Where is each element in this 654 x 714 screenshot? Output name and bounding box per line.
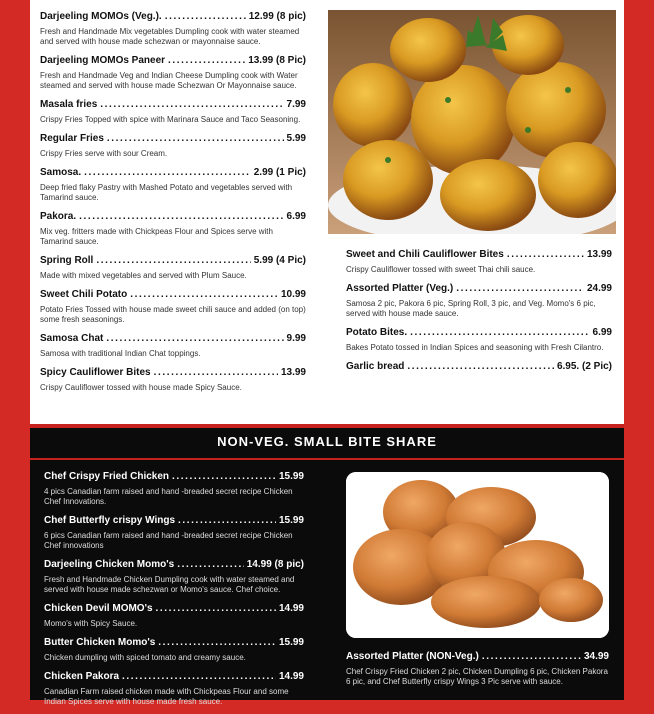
menu-item-row	[346, 650, 609, 663]
leader-dots	[410, 326, 589, 339]
menu-item	[40, 288, 306, 325]
leader-dots	[177, 558, 244, 571]
menu-item-description: Fresh and Handmade Veg and Indian Cheese Dumpling cook with Water steamed and served with house made Schezwan Or Mayonnaise sauce.	[40, 71, 298, 90]
menu-item-name: Chef Butterfly crispy Wings	[44, 515, 176, 526]
menu-item-price: 5.99 (4 Pic)	[253, 255, 306, 266]
menu-item-row	[40, 132, 306, 145]
menu-item-row	[40, 210, 306, 223]
menu-item	[40, 10, 306, 47]
menu-item-description: Momo's with Spicy Sauce.	[44, 619, 138, 628]
nonveg-right-column	[346, 650, 609, 694]
menu-item-name: Chicken Pakora	[44, 671, 120, 682]
menu-item-row	[40, 332, 306, 345]
potato-dish-photo	[328, 10, 616, 234]
menu-item	[40, 254, 306, 281]
menu-item-row	[346, 248, 612, 261]
leader-dots	[178, 514, 276, 527]
menu-item-row	[346, 360, 612, 373]
veg-right-column	[346, 248, 612, 380]
menu-item	[44, 636, 304, 663]
menu-item-name: Masala fries	[40, 99, 98, 110]
menu-item	[44, 558, 304, 595]
menu-item	[40, 54, 306, 91]
menu-item-row	[40, 288, 306, 301]
menu-item-row	[40, 254, 306, 267]
menu-item-description: 6 pics Canadian farm raised and hand -breaded secret recipe Chicken Chef innovations	[44, 531, 293, 550]
leader-dots	[106, 332, 283, 345]
menu-item-name: Spring Roll	[40, 255, 94, 266]
menu-item-row	[44, 636, 304, 649]
menu-item-name: Chicken Devil MOMO's	[44, 603, 153, 614]
menu-item	[346, 650, 609, 687]
menu-item-price: 6.99	[286, 211, 306, 222]
menu-item-name: Potato Bites.	[346, 327, 408, 338]
menu-item-description: Crispy Cauliflower tossed with house made Spicy Sauce.	[40, 383, 242, 392]
menu-item-row	[44, 470, 304, 483]
menu-item-price: 14.99	[278, 671, 304, 682]
leader-dots	[107, 132, 284, 145]
menu-item-price: 5.99	[286, 133, 306, 144]
menu-item-row	[40, 166, 306, 179]
leader-dots	[154, 366, 278, 379]
nonveg-section	[30, 428, 624, 706]
veg-left-column	[40, 10, 306, 400]
menu-item-description: Mix veg. fritters made with Chickpeas Flour and Spices serve with Tamarind sauce.	[40, 227, 273, 246]
menu-item-price: 13.99	[280, 367, 306, 378]
menu-item	[40, 366, 306, 393]
menu-item-description: Chicken dumpling with spiced tomato and creamy sauce.	[44, 653, 246, 662]
menu-item-row	[40, 54, 306, 67]
menu-item	[44, 514, 304, 551]
menu-item-price: 6.99	[592, 327, 612, 338]
menu-item-price: 10.99	[280, 289, 306, 300]
leader-dots	[507, 248, 584, 261]
leader-dots	[172, 470, 276, 483]
title-underline	[30, 458, 624, 460]
menu-item-description: Deep fried flaky Pastry with Mashed Potato and vegetables served with Tamarind sauce.	[40, 183, 293, 202]
menu-item-description: Fresh and Handmade Chicken Dumpling cook with water steamed and served with house made schezwan or Momo's sauce. Chef choice.	[44, 575, 295, 594]
menu-item	[40, 332, 306, 359]
leader-dots	[158, 636, 276, 649]
menu-item-row	[40, 366, 306, 379]
menu-item-name: Spicy Cauliflower Bites	[40, 367, 151, 378]
menu-item-price: 14.99	[278, 603, 304, 614]
menu-item-name: Samosa.	[40, 167, 82, 178]
menu-page	[30, 0, 624, 706]
menu-item-row	[44, 602, 304, 615]
menu-item-price: 6.95. (2 Pic)	[556, 361, 612, 372]
menu-item-price: 15.99	[278, 471, 304, 482]
menu-item-name: Regular Fries	[40, 133, 104, 144]
menu-item-name: Chef Crispy Fried Chicken	[44, 471, 170, 482]
menu-item-row	[44, 670, 304, 683]
menu-item-price: 15.99	[278, 637, 304, 648]
menu-item-price: 24.99	[586, 283, 612, 294]
menu-item-name: Assorted Platter (NON-Veg.)	[346, 651, 479, 662]
menu-item-name: Garlic bread	[346, 361, 405, 372]
menu-item-price: 13.99	[586, 249, 612, 260]
menu-item-description: Samosa with traditional Indian Chat toppings.	[40, 349, 201, 358]
menu-item-description: Made with mixed vegetables and served with Plum Sauce.	[40, 271, 247, 280]
leader-dots	[79, 210, 283, 223]
menu-item-row	[40, 98, 306, 111]
menu-item	[40, 210, 306, 247]
veg-section	[30, 0, 624, 424]
menu-item-row	[346, 282, 612, 295]
menu-item-name: Assorted Platter (Veg.)	[346, 283, 454, 294]
menu-item-name: Darjeeling MOMOs Paneer	[40, 55, 166, 66]
menu-item-price: 12.99 (8 pic)	[248, 11, 306, 22]
leader-dots	[156, 602, 276, 615]
menu-item	[44, 602, 304, 629]
menu-item-price: 7.99	[286, 99, 306, 110]
leader-dots	[482, 650, 581, 663]
menu-item-description: Crispy Fries Topped with spice with Marinara Sauce and Taco Seasoning.	[40, 115, 301, 124]
menu-item-name: Butter Chicken Momo's	[44, 637, 156, 648]
menu-item-row	[44, 514, 304, 527]
menu-item-price: 15.99	[278, 515, 304, 526]
menu-item	[346, 282, 612, 319]
menu-item	[346, 360, 612, 373]
leader-dots	[96, 254, 250, 267]
leader-dots	[168, 54, 245, 67]
menu-item-price: 13.99 (8 Pic)	[248, 55, 306, 66]
menu-item	[40, 98, 306, 125]
menu-item-price: 9.99	[286, 333, 306, 344]
menu-item-description: Canadian Farm raised chicken made with Chickpeas Flour and some Indian Spices serve with house made fresh sauce.	[44, 687, 289, 706]
nonveg-title: NON-VEG. SMALL BITE SHARE	[217, 434, 437, 449]
leader-dots	[100, 98, 283, 111]
menu-item	[44, 670, 304, 707]
menu-item	[40, 166, 306, 203]
menu-item-row	[44, 558, 304, 571]
menu-item	[346, 326, 612, 353]
menu-item-description: 4 pics Canadian farm raised and hand -breaded secret recipe Chicken Chef Innovations.	[44, 487, 293, 506]
menu-item-name: Pakora.	[40, 211, 77, 222]
menu-item-description: Bakes Potato tossed in Indian Spices and seasoning with Fresh Cilantro.	[346, 343, 604, 352]
menu-item-description: Crispy Cauliflower tossed with sweet Thai chili sauce.	[346, 265, 536, 274]
menu-item-description: Crispy Fries serve with sour Cream.	[40, 149, 168, 158]
leader-dots	[130, 288, 278, 301]
menu-item-price: 2.99 (1 Pic)	[253, 167, 306, 178]
menu-item-description: Fresh and Handmade Mix vegetables Dumpling cook with water steamed and served with house made schezwan or mayonnaise sauce.	[40, 27, 300, 46]
menu-item	[40, 132, 306, 159]
menu-item	[44, 470, 304, 507]
nonveg-left-column	[44, 470, 304, 714]
menu-item-description: Samosa 2 pic, Pakora 6 pic, Spring Roll, 3 pic, and Veg. Momo's 6 pic, served with house made sauce.	[346, 299, 596, 318]
menu-item-description: Chef Crispy Fried Chicken 2 pic, Chicken Dumpling 6 pic, Chicken Pakora 6 pic, and Chef Butterfly crispy Wings 3 Pic serve with sauce.	[346, 667, 608, 686]
menu-item-row	[40, 10, 306, 23]
menu-item-name: Samosa Chat	[40, 333, 104, 344]
leader-dots	[407, 360, 554, 373]
menu-item	[346, 248, 612, 275]
menu-item-description: Potato Fries Tossed with house made sweet chili sauce and added (on top) some fresh seasonings.	[40, 305, 306, 324]
menu-item-price: 14.99 (8 pic)	[246, 559, 304, 570]
leader-dots	[84, 166, 251, 179]
menu-item-name: Darjeeling MOMOs (Veg.).	[40, 11, 162, 22]
menu-item-row	[346, 326, 612, 339]
leader-dots	[165, 10, 246, 23]
fried-chicken-photo	[346, 472, 609, 638]
menu-item-name: Sweet Chili Potato	[40, 289, 128, 300]
menu-item-name: Darjeeling Chicken Momo's	[44, 559, 175, 570]
leader-dots	[456, 282, 584, 295]
menu-item-price: 34.99	[583, 651, 609, 662]
leader-dots	[122, 670, 276, 683]
menu-item-name: Sweet and Chili Cauliflower Bites	[346, 249, 504, 260]
